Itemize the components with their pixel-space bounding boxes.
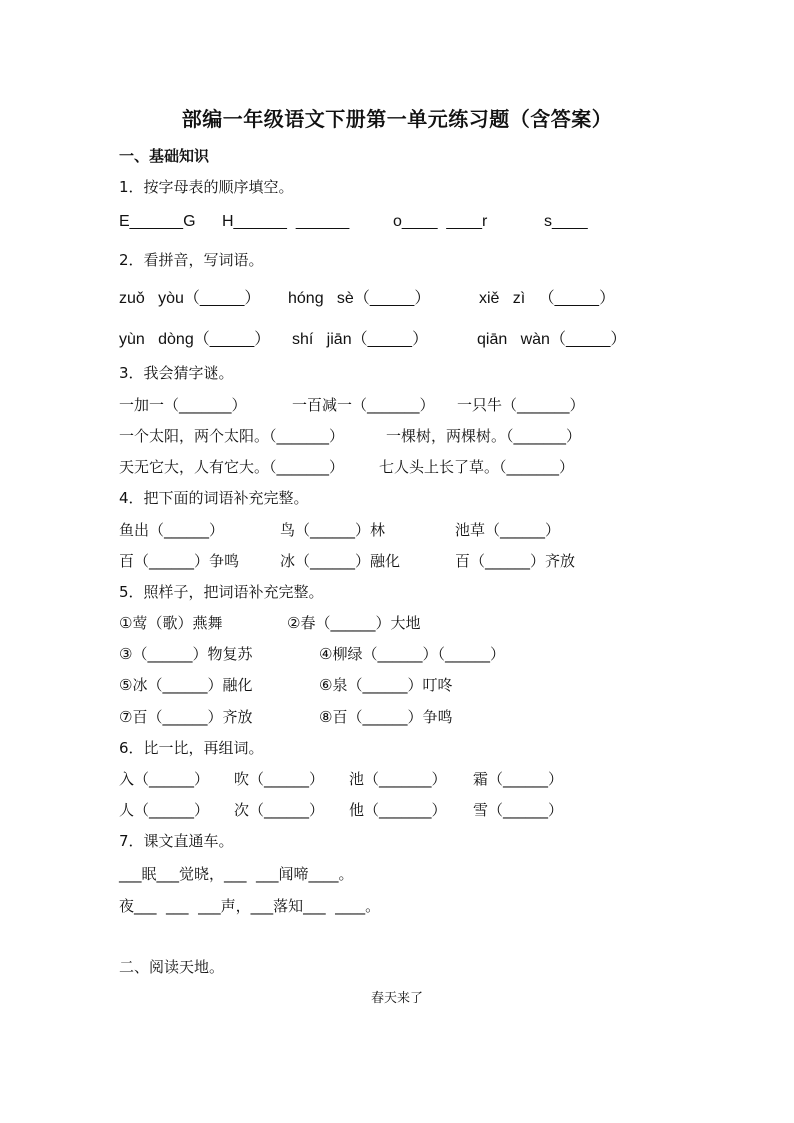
question-2-prompt: 2．看拼音，写词语。 [119, 251, 264, 269]
compare-item[interactable]: 人（______） [119, 801, 210, 819]
pinyin-item-qianwan[interactable]: qiān wàn（_____） [477, 331, 627, 348]
fill-item[interactable]: ③（______）物复苏 [119, 645, 253, 663]
idiom-blank-item[interactable]: 冰（______）融化 [280, 552, 401, 570]
question-3-prompt: 3．我会猜字谜。 [119, 364, 234, 382]
pinyin-item-shijian[interactable]: shí jiān（_____） [292, 331, 429, 348]
question-4-prompt: 4．把下面的词语补充完整。 [119, 489, 309, 507]
riddle-item[interactable]: 天无它大，人有它大。（_______） [119, 458, 345, 476]
question-5-prompt: 5．照样子，把词语补充完整。 [119, 583, 324, 601]
fill-item[interactable]: ④柳绿（______）（______） [319, 645, 505, 663]
idiom-blank-item[interactable]: 鱼出（______） [119, 521, 225, 539]
pinyin-item-xiezi[interactable]: xiě zì （_____） [479, 290, 616, 307]
fill-item[interactable]: ②春（______）大地 [287, 614, 421, 632]
section-heading-basics: 一、基础知识 [119, 147, 210, 165]
fill-item[interactable]: ⑤冰（______）融化 [119, 676, 253, 694]
riddle-item[interactable]: 七人头上长了草。（_______） [379, 458, 575, 476]
question-6-prompt: 6．比一比，再组词。 [119, 739, 264, 757]
passage-title: 春天来了 [370, 991, 423, 1006]
idiom-blank-item[interactable]: 鸟（______）林 [280, 521, 386, 539]
riddle-item[interactable]: 一个太阳，两个太阳。（_______） [119, 427, 345, 445]
page-title: 部编一年级语文下册第一单元练习题（含答案） [181, 107, 613, 131]
riddle-item[interactable]: 一加一（_______） [119, 396, 247, 414]
alphabet-blank-s[interactable]: s____ [544, 213, 588, 230]
poem-line-2[interactable]: 夜___ ___ ___声，___落知___ ____。 [119, 897, 381, 915]
riddle-item[interactable]: 一棵树，两棵树。（_______） [386, 427, 582, 445]
poem-line-1[interactable]: ___眠___觉晓，___ ___闻啼____。 [119, 865, 354, 883]
idiom-blank-item[interactable]: 百（______）齐放 [455, 552, 576, 570]
riddle-item[interactable]: 一百减一（_______） [292, 396, 435, 414]
idiom-blank-item[interactable]: 池草（______） [455, 521, 561, 539]
pinyin-item-hongse[interactable]: hóng sè（_____） [288, 290, 431, 307]
fill-item[interactable]: ⑧百（______）争鸣 [319, 708, 453, 726]
compare-item[interactable]: 吹（______） [234, 770, 325, 788]
alphabet-blank-e-g[interactable]: E______G [119, 213, 196, 230]
fill-item[interactable]: ⑦百（______）齐放 [119, 708, 253, 726]
compare-item[interactable]: 霜（______） [473, 770, 564, 788]
riddle-item[interactable]: 一只牛（_______） [457, 396, 585, 414]
compare-item[interactable]: 他（_______） [349, 801, 447, 819]
idiom-blank-item[interactable]: 百（______）争鸣 [119, 552, 240, 570]
alphabet-blank-h[interactable]: H______ ______ [222, 213, 350, 230]
compare-item[interactable]: 池（_______） [349, 770, 447, 788]
fill-item[interactable]: ⑥泉（______）叮咚 [319, 676, 453, 694]
question-7-prompt: 7．课文直通车。 [119, 832, 234, 850]
section-heading-reading: 二、阅读天地。 [119, 958, 225, 976]
compare-item[interactable]: 次（______） [234, 801, 325, 819]
compare-item[interactable]: 雪（______） [473, 801, 564, 819]
question-1-prompt: 1．按字母表的顺序填空。 [119, 178, 294, 196]
compare-item[interactable]: 入（______） [119, 770, 210, 788]
alphabet-blank-o-r[interactable]: o____ ____r [393, 213, 488, 230]
example-item: ①莺（歌）燕舞 [119, 614, 223, 632]
pinyin-item-yundong[interactable]: yùn dòng（_____） [119, 331, 271, 348]
pinyin-item-zuoyou[interactable]: zuǒ yòu（_____） [119, 290, 261, 307]
